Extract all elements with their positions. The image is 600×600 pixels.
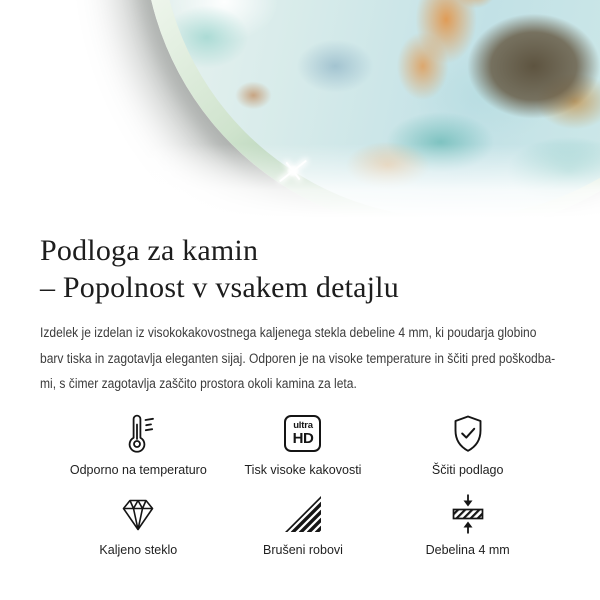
- thickness-icon: [446, 491, 490, 537]
- feature-label: Tisk visoke kakovosti: [244, 462, 362, 477]
- diamond-icon: [116, 491, 160, 537]
- uhd-badge-top: ultra: [293, 419, 313, 431]
- description-line: Izdelek je izdelan iz visokokakovostnega kaljenega stekla debeline 4 mm, ki poudarja globino: [40, 325, 537, 340]
- feature-polished-edges: [221, 491, 386, 557]
- feature-label: Brušeni robovi: [263, 542, 343, 557]
- feature-thickness: [385, 491, 550, 557]
- feature-label: Kaljeno steklo: [99, 542, 178, 557]
- feature-label: Ščiti podlago: [431, 462, 504, 477]
- title-line-1: Podloga za kamin: [40, 234, 259, 267]
- content-area: [0, 232, 600, 557]
- polished-edges-icon: [281, 491, 325, 537]
- ultra-hd-icon: [284, 411, 321, 457]
- feature-temperature: [56, 411, 221, 477]
- thermometer-icon: [116, 411, 160, 457]
- feature-protection: [385, 411, 550, 477]
- feature-tempered-glass: [56, 491, 221, 557]
- feature-print-quality: [221, 411, 386, 477]
- feature-label: Debelina 4 mm: [425, 542, 510, 557]
- uhd-badge-bottom: HD: [292, 430, 314, 448]
- image-fade-overlay: [0, 144, 600, 228]
- description-line: mi, s čimer zagotavlja zaščito prostora okoli kamina za leta.: [40, 376, 357, 391]
- feature-label: Odporno na temperaturo: [69, 462, 207, 477]
- page-title: [40, 232, 566, 306]
- product-description: [40, 320, 566, 397]
- shield-check-icon: [446, 411, 490, 457]
- product-image: [0, 0, 600, 228]
- description-line: barv tiska in zagotavlja eleganten sijaj. Odporen je na visoke temperature in ščiti pred poškodba-: [40, 350, 556, 366]
- features-grid: [40, 411, 566, 557]
- title-line-2: – Popolnost v vsakem detajlu: [40, 271, 399, 304]
